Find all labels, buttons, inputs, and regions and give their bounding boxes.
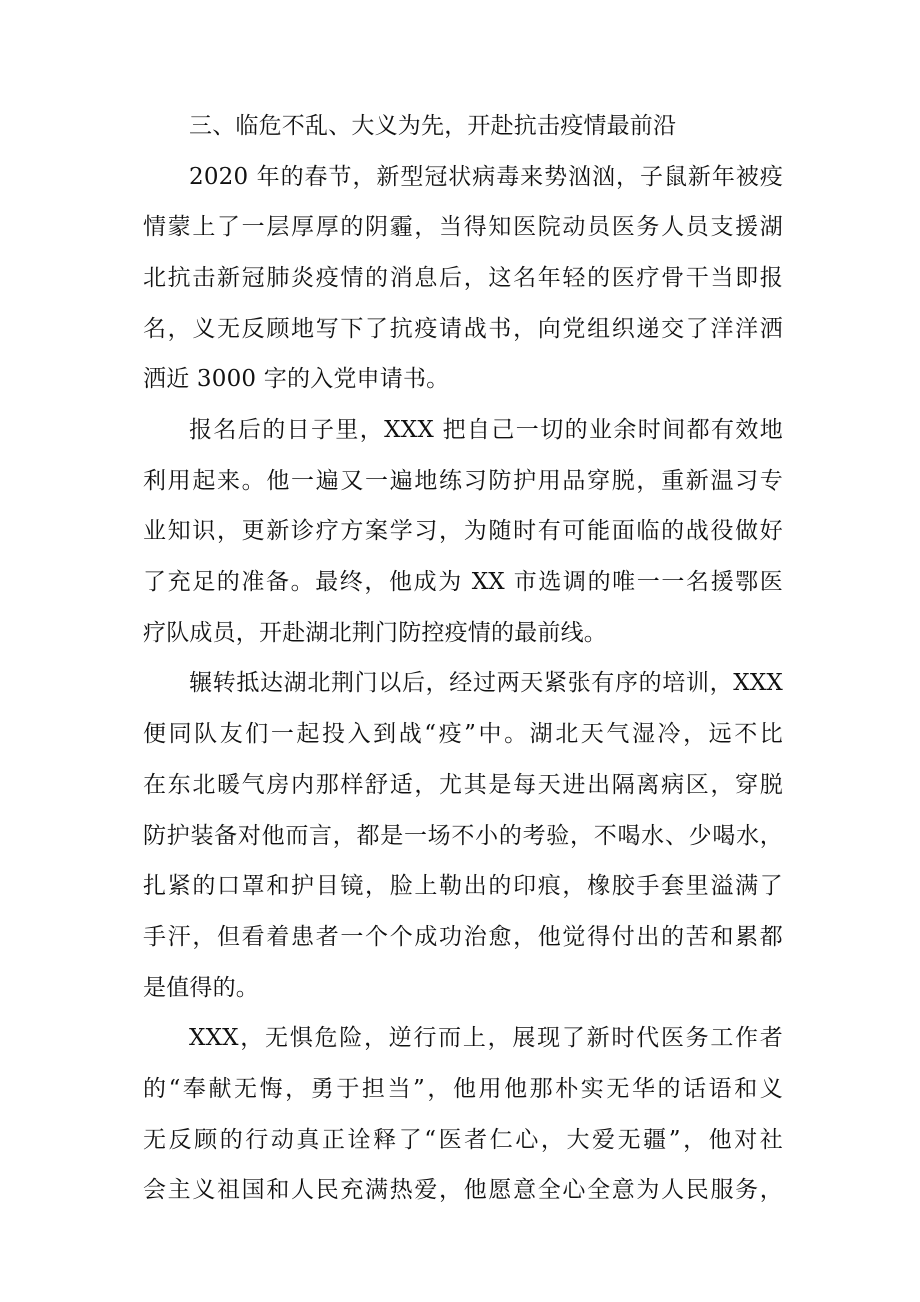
paragraph-line: 报名后的日子里，XXX 把自己一切的业余时间都有效地 [189, 417, 783, 443]
paragraph-line: 扎紧的口罩和护目镜，脸上勒出的印痕，橡胶手套里溢满了 [143, 873, 783, 899]
paragraph-line: 会主义祖国和人民充满热爱，他愿意全心全意为人民服务， [143, 1177, 783, 1203]
paragraph-line: 的“奉献无悔，勇于担当”，他用他那朴实无华的话语和义 [143, 1076, 783, 1102]
paragraph-line: 疗队成员，开赴湖北荆门防控疫情的最前线。 [143, 620, 607, 646]
paragraph-line: 北抗击新冠肺炎疫情的消息后，这名年轻的医疗骨干当即报 [143, 265, 783, 291]
section-heading: 三、临危不乱、大义为先，开赴抗击疫情最前沿 [189, 113, 677, 139]
paragraph-line: 洒近 3000 字的入党申请书。 [143, 366, 450, 392]
paragraph-line: 是值得的。 [143, 975, 259, 1001]
paragraph-line: 利用起来。他一遍又一遍地练习防护用品穿脱，重新温习专 [143, 468, 783, 494]
paragraph-line: 了充足的准备。最终，他成为 XX 市选调的唯一一名援鄂医 [143, 569, 783, 595]
paragraph-line: 便同队友们一起投入到战“疫”中。湖北天气湿冷，远不比 [143, 721, 783, 747]
paragraph-line: 业知识，更新诊疗方案学习，为随时有可能面临的战役做好 [143, 518, 783, 544]
paragraph-line: 无反顾的行动真正诠释了“医者仁心，大爱无疆”，他对社 [143, 1127, 783, 1153]
paragraph-line: 防护装备对他而言，都是一场不小的考验，不喝水、少喝水， [143, 823, 783, 849]
paragraph-line: 名，义无反顾地写下了抗疫请战书，向党组织递交了洋洋洒 [143, 316, 783, 342]
paragraph-line: 手汗，但看着患者一个个成功治愈，他觉得付出的苦和累都 [143, 924, 783, 950]
paragraph-line: 辗转抵达湖北荆门以后，经过两天紧张有序的培训，XXX [189, 670, 783, 696]
paragraph-line: 情蒙上了一层厚厚的阴霾，当得知医院动员医务人员支援湖 [143, 214, 783, 240]
paragraph-line: 2020 年的春节，新型冠状病毒来势汹汹，子鼠新年被疫 [189, 164, 783, 190]
paragraph-line: 在东北暖气房内那样舒适，尤其是每天进出隔离病区，穿脱 [143, 772, 783, 798]
paragraph-line: XXX，无惧危险，逆行而上，展现了新时代医务工作者 [189, 1025, 783, 1051]
